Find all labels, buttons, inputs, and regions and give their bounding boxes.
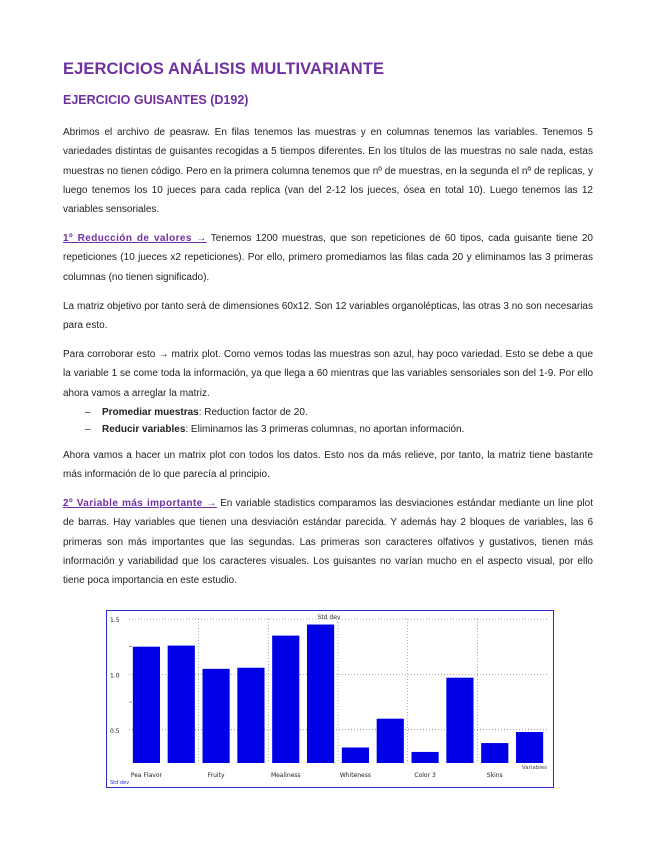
x-axis-label: Variables [521,765,547,771]
x-tick-label: Fruity [207,772,225,779]
section2-heading: 2º Variable más importante → [63,498,217,509]
bar [446,678,473,763]
x-tick-label: Pea Flavor [130,772,163,779]
bullet-bold: Promediar muestras [102,407,199,418]
section1-paragraph [63,229,593,287]
y-tick-label: 0.5 [110,727,120,735]
x-tick-label: Skins [486,772,503,779]
x-tick-label: Color 3 [414,772,436,779]
bar [202,669,229,763]
after-paragraph: Ahora vamos a hacer un matrix plot con todos los datos. Esto nos da más relieve, por tanto, la matriz tiene bastante más información de lo que parecía al principio. [63,450,593,481]
plot-paragraph: Para corroborar esto → matrix plot. Como vemos todas las muestras son azul, hay poco variedad. Esto se debe a que la variable 1 se come toda la información, ya que llega a 60 mientras que las variables sensoriales son del 1-9. Por ello ahora vamos a arreglar la matriz. [63,349,593,399]
bar [342,747,369,763]
bar [377,719,404,763]
y-tick-label: 1.5 [110,617,120,624]
bullet-text: : Reduction factor de 20. [198,407,308,418]
std-dev-bar-chart [106,610,554,788]
section1-text: Tenemos 1200 muestras, que son repeticiones de 60 tipos, cada guisante tiene 20 repeticiones (10 jueces x2 repeticiones). Por ello, primero promediamos las filas cada 20 y eliminamos las 3 primeras columnas (no tienen significado). [63,233,593,283]
bar [307,625,334,763]
section2-text: En variable stadistics comparamos las desviaciones estándar mediante un line plot de barras. Hay variables que tienen una desviación estándar parecida. Y además hay 2 bloques de variables, las 6 primeras son más importantes que las segundas. Las primeras son caracteres olfativos y gustativos, tienen más información y variabilidad que los caracteres visuales. Los guisantes no varían mucho en el aspecto visual, por ello tiene poca importancia en este estudio. [63,498,593,587]
bar [133,647,160,763]
bar [516,732,543,763]
y-tick-label: 1.0 [110,672,120,680]
bar [411,752,438,763]
section2-paragraph [63,494,593,590]
bar [481,743,508,763]
bar [272,636,299,763]
chart-title: Std dev [317,614,341,621]
bullet-list [63,404,593,438]
list-item: – Reducir variables: Eliminamos las 3 primeras columnas, no aportan información. [85,424,465,435]
list-item: – Promediar muestras: Reduction factor de 20. [85,407,308,418]
matrix-paragraph: La matriz objetivo por tanto será de dimensiones 60x12. Son 12 variables organolépticas, las otras 3 no son necesarias para esto. [63,301,593,332]
intro-paragraph: Abrimos el archivo de peasraw. En filas tenemos las muestras y en columnas tenemos las variables. Tenemos 5 variedades distintas de guisantes recogidas a 5 tiempos diferentes. En los títulos de las muestras no sale nada, estas muestras no tienen código. Pero en la primera columna tenemos que nº de muestras, en la segunda el nº de replicas, y luego tenemos los 10 jueces para cada replica (van del 2-12 los jueces, ósea en total 10). Luego tenemos las 12 variables sensoriales. [63,127,593,216]
x-tick-label: Mealiness [270,772,301,779]
exercise-subtitle: EJERCICIO GUISANTES (D192) [63,93,249,107]
bar [237,668,264,763]
chart-svg [107,611,553,787]
bullet-text: : Eliminamos las 3 primeras columnas, no aportan información. [185,424,465,435]
bullet-bold: Reducir variables [102,424,186,435]
page-title: EJERCICIOS ANÁLISIS MULTIVARIANTE [63,60,385,78]
x-tick-label: Whiteness [339,772,372,779]
bar [168,646,195,763]
corner-label: Std dev [110,780,130,786]
section1-heading: 1º Reducción de valores → [63,233,207,244]
